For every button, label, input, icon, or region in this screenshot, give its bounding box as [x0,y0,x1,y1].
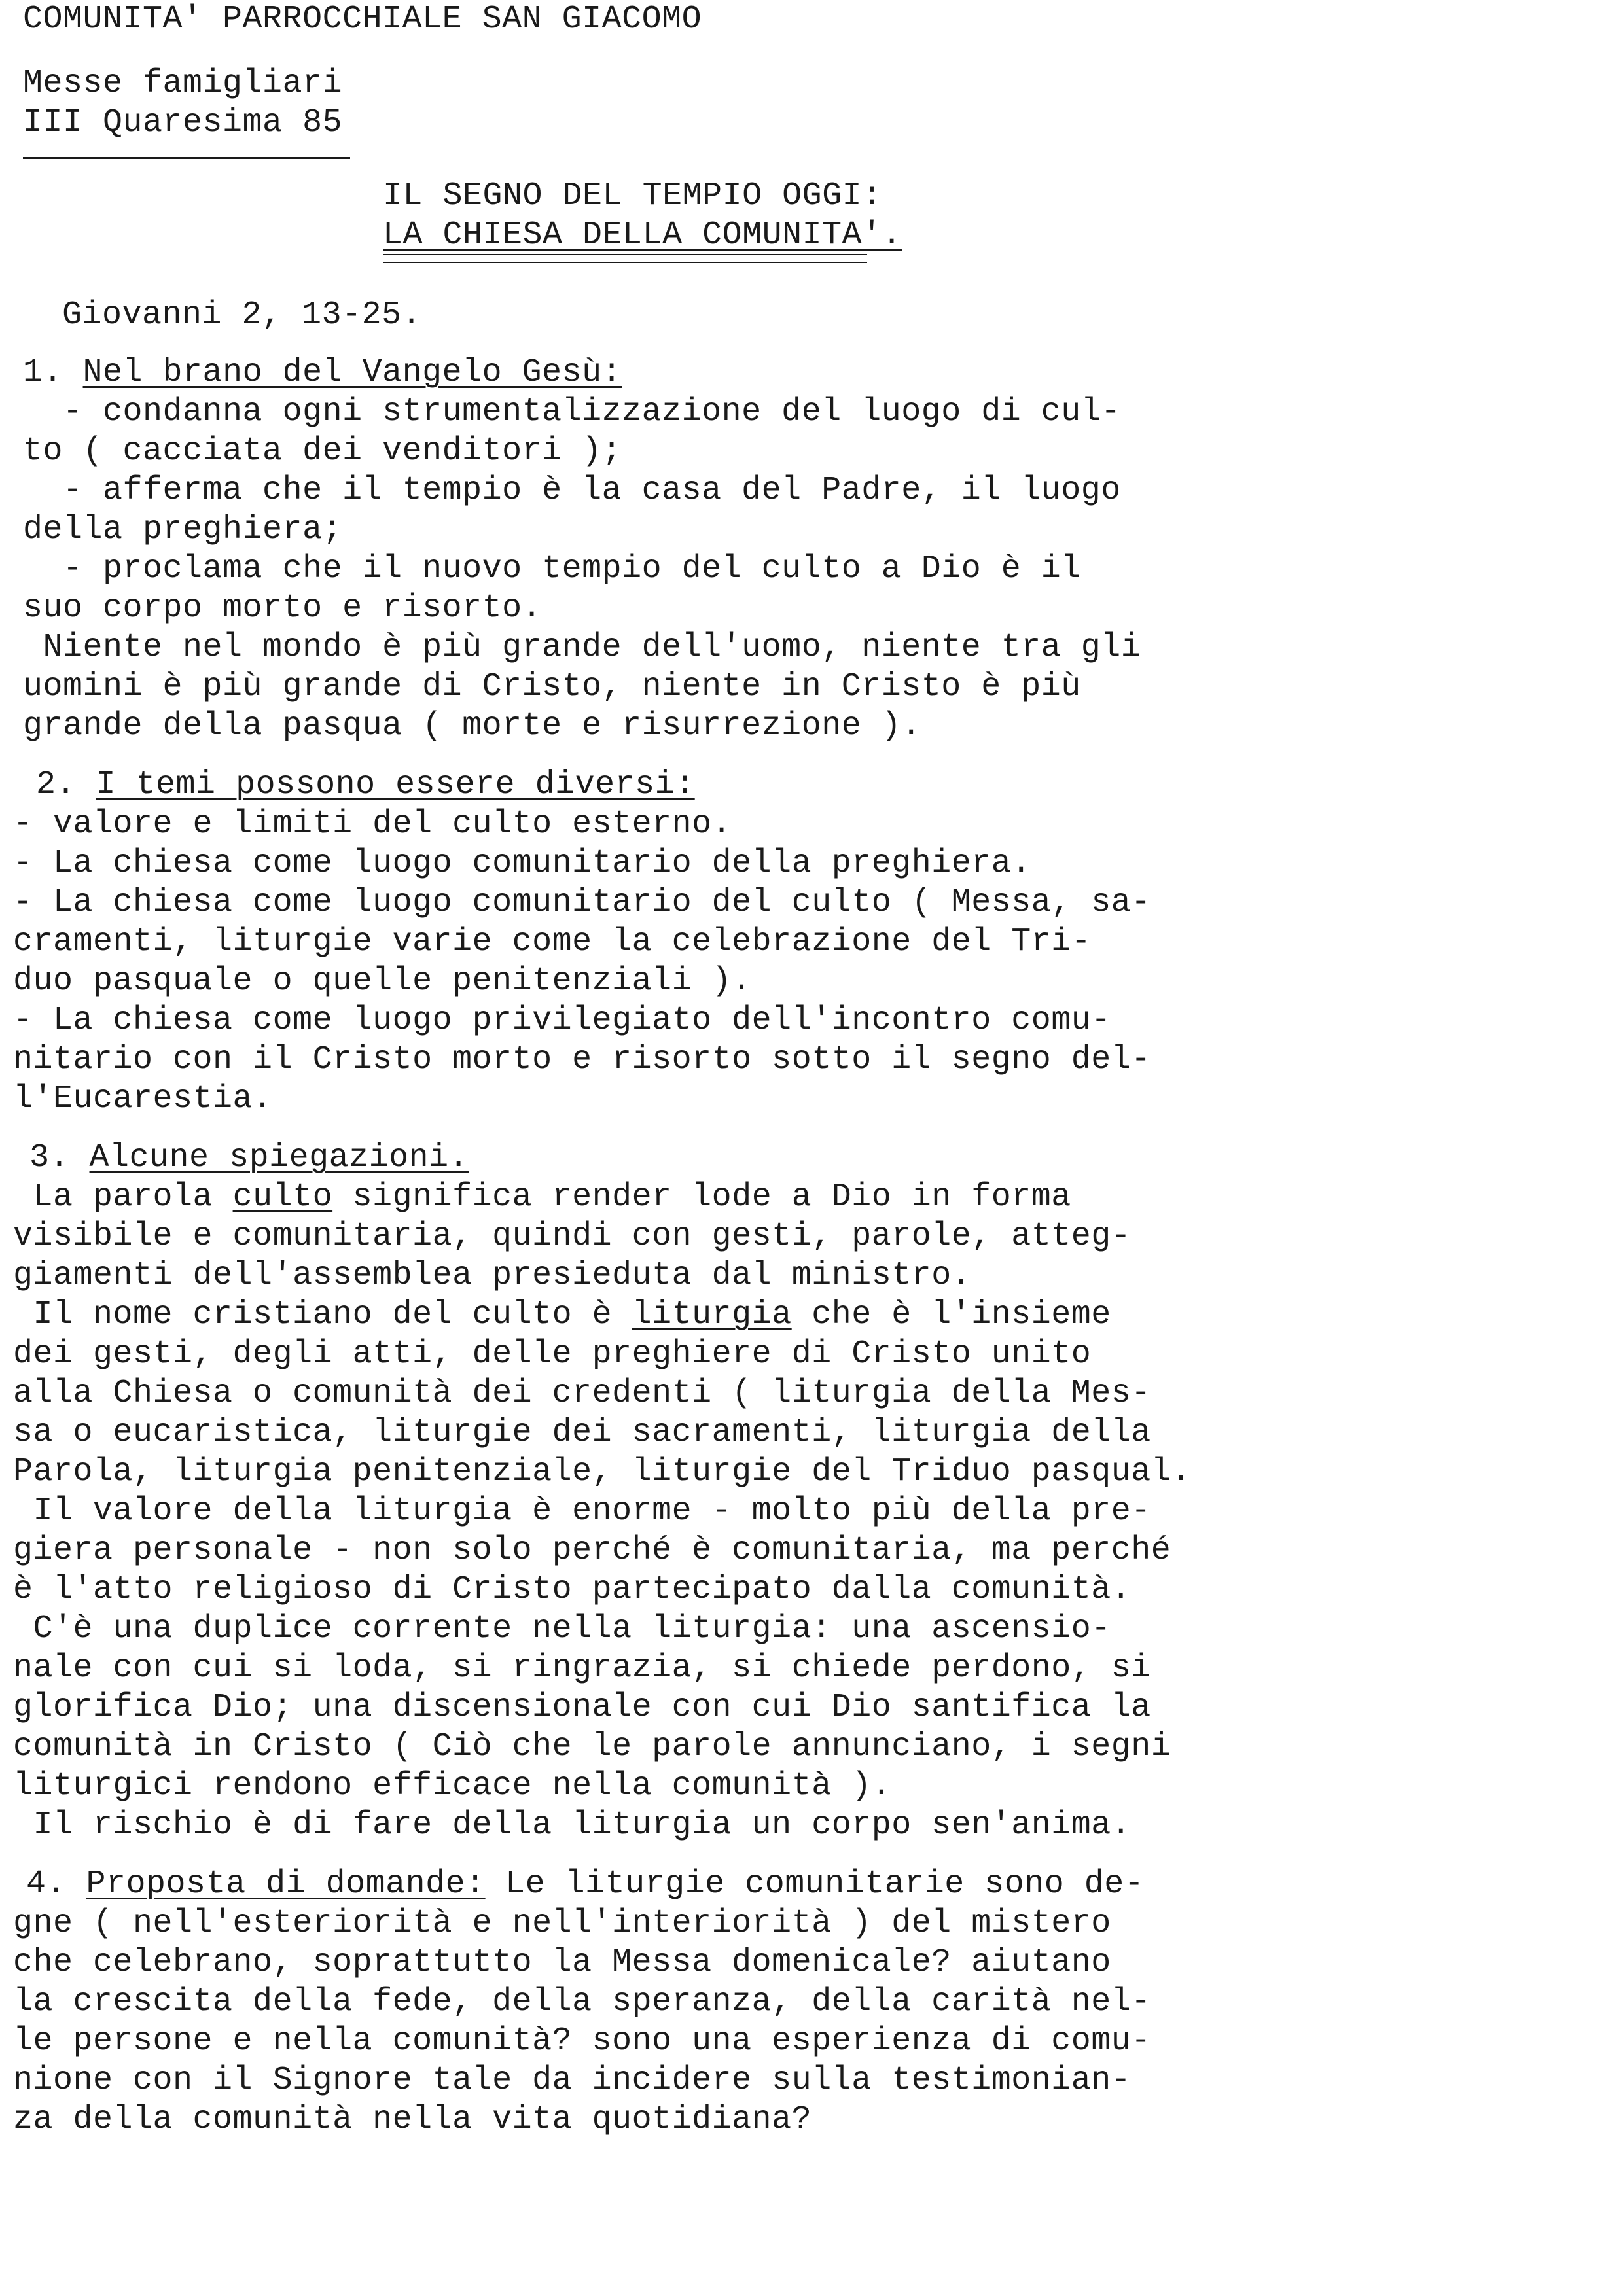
section-4-line: che celebrano, soprattutto la Messa domenicale? aiutano [13,1944,1111,1981]
section-1-heading-line [23,353,622,393]
section-3-line: glorifica Dio; una discensionale con cui Dio santifica la [13,1689,1151,1726]
section-2-number: 2. [36,766,77,804]
section-2-line: - La chiesa come luogo comunitario della preghiera. [13,845,1031,882]
section-1-line: to ( cacciata dei venditori ); [23,433,622,470]
section-1-heading: Nel brano del Vangelo Gesù: [82,354,622,391]
section-4-heading-line [26,1865,1144,1904]
section-1-line: grande della pasqua ( morte e risurrezione ). [23,707,921,745]
section-2-line: l'Eucarestia. [13,1080,273,1118]
section-1-number: 1. [23,354,63,391]
term-liturgia: liturgia [632,1296,792,1333]
section-4-number: 4. [26,1865,67,1903]
section-3-line: C'è una duplice corrente nella liturgia: una ascensio- [13,1610,1111,1648]
section-1-line: Niente nel mondo è più grande dell'uomo, niente tra gli [23,629,1141,666]
section-2-line: duo pasquale o quelle penitenziali ). [13,963,752,1000]
section-3-heading: Alcune spiegazioni. [89,1139,469,1176]
term-culto: culto [232,1178,333,1216]
section-3-line: alla Chiesa o comunità dei credenti ( liturgia della Mes- [13,1375,1151,1412]
section-3-number: 3. [29,1139,70,1176]
title-line-2 [383,216,902,255]
section-3-line: giera personale - non solo perché è comunitaria, ma perché [13,1532,1171,1569]
title-line-2-text: LA CHIESA DELLA COMUNITA'. [383,217,902,254]
section-1-line: della preghiera; [23,511,343,548]
section-3-line: comunità in Cristo ( Ciò che le parole annunciano, i segni [13,1728,1171,1765]
section-3-line: liturgici rendono efficace nella comunità ). [13,1767,892,1805]
section-3-text: significa render lode a Dio in forma [332,1178,1071,1216]
section-3-line: visibile e comunitaria, quindi con gesti, parole, atteg- [13,1218,1132,1255]
section-1-line: - condanna ogni strumentalizzazione del luogo di cul- [23,393,1121,431]
section-3-heading-line [29,1139,469,1178]
title-line-1: IL SEGNO DEL TEMPIO OGGI: [383,177,882,215]
section-3-line: nale con cui si loda, si ringrazia, si chiede perdono, si [13,1650,1151,1687]
parish-name: COMUNITA' PARROCCHIALE SAN GIACOMO [23,1,702,38]
section-1-line: uomini è più grande di Cristo, niente in Cristo è più [23,668,1081,705]
section-4-text: Le liturgie comunitarie sono de- [485,1865,1145,1903]
section-3-line: Il valore della liturgia è enorme - molto più della pre- [13,1492,1151,1530]
section-1-line: suo corpo morto e risorto. [23,590,543,627]
mass-subtitle: Messe famigliari [23,65,343,102]
section-4-line: la crescita della fede, della speranza, della carità nel- [13,1983,1151,2021]
title-double-rule [383,254,867,263]
section-3-text: La parola [13,1178,233,1216]
section-2-line: - La chiesa come luogo privilegiato dell'incontro comu- [13,1002,1111,1039]
section-3-line: Parola, liturgia penitenziale, liturgie del Triduo pasqual. [13,1453,1191,1491]
section-2-line: nitario con il Cristo morto e risorto sotto il segno del- [13,1041,1151,1078]
section-2-heading-line [36,766,695,805]
section-4-heading: Proposta di domande: [86,1865,486,1903]
section-3-text: che è l'insieme [791,1296,1111,1333]
gospel-reference: Giovanni 2, 13-25. [62,296,422,334]
liturgical-period: III Quaresima 85 [23,104,343,141]
section-4-line: za della comunità nella vita quotidiana? [13,2101,812,2138]
section-3-line [13,1296,1111,1335]
section-2-line: - La chiesa come luogo comunitario del culto ( Messa, sa- [13,884,1151,921]
section-1-line: - proclama che il nuovo tempio del culto a Dio è il [23,550,1081,588]
section-3-line: sa o eucaristica, liturgie dei sacramenti, liturgia della [13,1414,1151,1451]
section-2-line: - valore e limiti del culto esterno. [13,805,732,843]
section-4-line: gne ( nell'esteriorità e nell'interiorità ) del mistero [13,1905,1111,1942]
header-rule [23,157,350,159]
section-4-line: le persone e nella comunità? sono una esperienza di comu- [13,2022,1151,2060]
section-3-line: Il rischio è di fare della liturgia un corpo sen'anima. [13,1807,1132,1844]
section-3-line: giamenti dell'assemblea presieduta dal ministro. [13,1257,972,1294]
section-3-line: è l'atto religioso di Cristo partecipato dalla comunità. [13,1571,1132,1608]
section-3-line [13,1178,1071,1217]
section-1-line: - afferma che il tempio è la casa del Padre, il luogo [23,472,1121,509]
section-3-line: dei gesti, degli atti, delle preghiere di Cristo unito [13,1335,1092,1373]
section-2-line: cramenti, liturgie varie come la celebrazione del Tri- [13,923,1092,961]
section-2-heading: I temi possono essere diversi: [96,766,695,804]
section-4-line: nione con il Signore tale da incidere sulla testimonian- [13,2062,1132,2099]
section-3-text: Il nome cristiano del culto è [13,1296,632,1333]
